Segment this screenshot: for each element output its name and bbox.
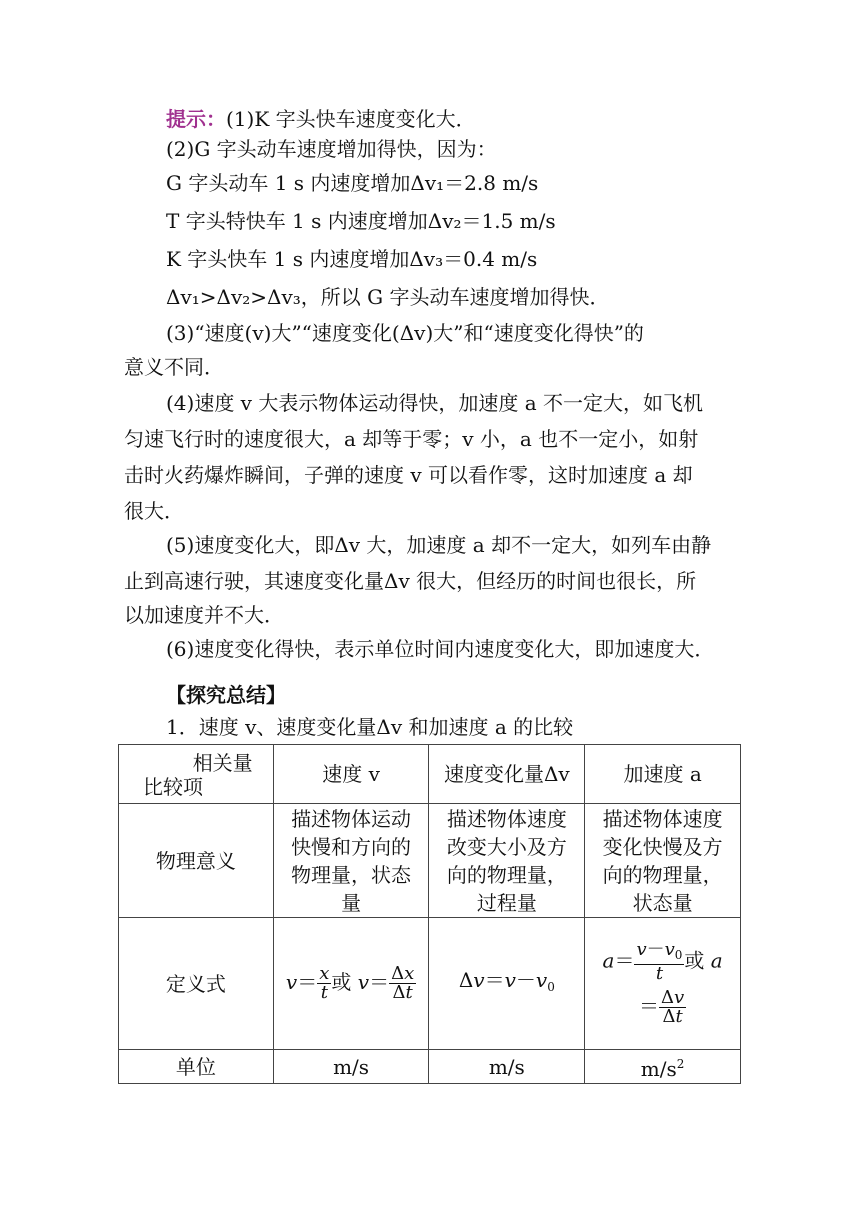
table-header-row [119, 745, 741, 804]
hint-line-7a: (3)“速度(v)大”“速度变化(Δv)大”和“速度变化得快”的 [166, 321, 644, 345]
hint-line-9a: (5)速度变化大，即Δv 大，加速度 a 却不一定大，如列车由静 [166, 533, 712, 557]
summary-item-1: 1．速度 v、速度变化量Δv 和加速度 a 的比较 [166, 715, 574, 739]
cell-velocity-unit: m/s [273, 1050, 429, 1084]
row-head-definition: 定义式 [119, 918, 274, 1050]
cell-velocity-formula: v＝ $\frac{x}{t}$ 或 v＝ $\frac{\Delta x}{\Delta t}$ [273, 918, 429, 1050]
hint-line-8a: (4)速度 v 大表示物体运动得快，加速度 a 不一定大，如飞机 [166, 391, 703, 415]
hint-label: 提示： [166, 107, 226, 131]
cell-acceleration-unit: $m/s^2$ [585, 1050, 741, 1084]
table-row [119, 1050, 741, 1084]
hint-line-2: (2)G 字头动车速度增加得快，因为： [166, 137, 497, 161]
hint-line-10: (6)速度变化得快，表示单位时间内速度变化大，即加速度大． [166, 637, 715, 661]
cell-velocity-meaning: 描述物体运动快慢和方向的物理量，状态量 [273, 804, 429, 918]
hint-line-7b: 意义不同． [124, 355, 224, 379]
hint-line-8c: 击时火药爆炸瞬间，子弹的速度 v 可以看作零，这时加速度 a 却 [124, 463, 693, 487]
cell-velocity-change-formula: $\Delta v=v-v_0$ [429, 918, 585, 1050]
hint-line-8b: 匀速飞行时的速度很大，a 却等于零；v 小，a 也不一定小，如射 [124, 427, 699, 451]
hint-line-4: T 字头特快车 1 s 内速度增加Δv₂＝1.5 m/s [166, 209, 556, 233]
hint-line-3: G 字头动车 1 s 内速度增加Δv₁＝2.8 m/s [166, 171, 539, 195]
header-acceleration: 加速度 a [585, 745, 741, 804]
corner-bottom-label: 比较项 [143, 775, 203, 799]
cell-velocity-change-unit: m/s [429, 1050, 585, 1084]
hint-text-1: (1)K 字头快车速度变化大． [226, 107, 476, 131]
summary-heading: 【探究总结】 [166, 683, 286, 707]
table-corner-cell [119, 745, 274, 804]
row-head-unit: 单位 [119, 1050, 274, 1084]
comparison-table [118, 744, 741, 1084]
header-velocity: 速度 v [273, 745, 429, 804]
cell-acceleration-meaning: 描述物体速度变化快慢及方向的物理量，状态量 [585, 804, 741, 918]
hint-line-5: K 字头快车 1 s 内速度增加Δv₃＝0.4 m/s [166, 247, 538, 271]
header-velocity-change: 速度变化量Δv [429, 745, 585, 804]
cell-acceleration-formula: a＝ $\frac{v-v_0}{t}$ 或 a ＝ $\frac{\Delta v}{\Delta t}$ [585, 918, 741, 1050]
acceleration-unit-text: m/s [640, 1057, 677, 1081]
hint-line-6: Δv₁>Δv₂>Δv₃，所以 G 字头动车速度增加得快． [166, 285, 610, 309]
corner-top-label: 相关量 [192, 751, 253, 775]
row-head-meaning: 物理意义 [119, 804, 274, 918]
cell-velocity-change-meaning: 描述物体速度改变大小及方向的物理量，过程量 [429, 804, 585, 918]
hint-line-1 [166, 104, 476, 134]
hint-line-9c: 以加速度并不大． [124, 603, 284, 627]
hint-line-8d: 很大． [124, 499, 184, 523]
table-row [119, 918, 741, 1050]
table-row [119, 804, 741, 918]
hint-line-9b: 止到高速行驶，其速度变化量Δv 很大，但经历的时间也很长，所 [124, 569, 697, 593]
